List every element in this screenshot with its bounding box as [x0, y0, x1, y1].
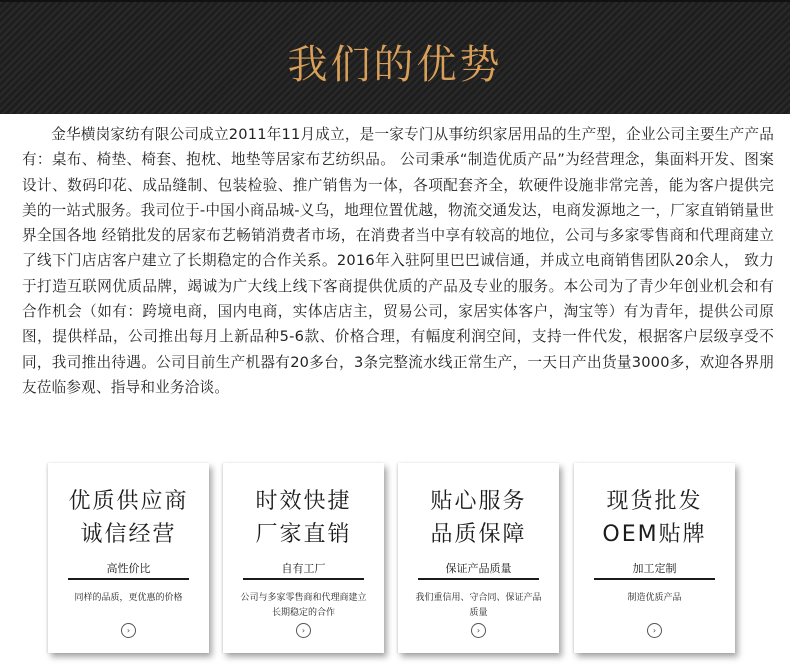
- intro-paragraph: 金华横岗家纺有限公司成立2011年11月成立，是一家专门从事纺织家居用品的生产型，企业公司主要生产产品有：桌布、椅垫、椅套、抱枕、地垫等居家布艺纺织品。 公司秉承“制造优质产品”为经营理念，集面料开发、图案设计、数码印花、成品缝制、包装检验、推广销售为一体，各项配套齐全，软硬件设施非常完善，能为客户提供完美的一站式服务。我司位于-中国小商品城-义乌，地理位置优越，物流交通发达，电商发源地之一，厂家直销销量世界全国各地 经销批发的居家布艺畅销消费者市场，在消费者当中享有较高的地位，公司与多家零售商和代理商建立了线下门店店客户建立了长期稳定的合作关系。2016年入驻阿里巴巴诚信通，并成立电商销售团队20余人， 致力于打造互联网优质品牌，竭诚为广大线上线下客商提供优质的产品及专业的服务。本公司为了青少年创业机会和有合作机会（如有：跨境电商，国内电商，实体店店主，贸易公司，家居实体客户，淘宝等）有为青年，提供公司原图，提供样品，公司推出每月上新品种5-6款、价格合理，有幅度利润空间，支持一件代发，根据客户层级享受不同，我司推出待遇。公司目前生产机器有20多台，3条完整流水线正常生产，一天日产出货量3000多，欢迎各界朋友莅临参观、指导和业务洽谈。: [22, 126, 774, 396]
- company-intro: [22, 122, 774, 400]
- advantage-card-oem[interactable]: [574, 463, 735, 653]
- card-subtitle: 加工定制: [632, 562, 677, 575]
- advantage-card-service[interactable]: [398, 463, 559, 653]
- card-divider: [68, 578, 189, 580]
- arrow-circle-icon[interactable]: ›: [121, 623, 136, 638]
- card-title: [574, 485, 735, 551]
- card-description: 同样的品质，更优惠的价格: [74, 593, 183, 603]
- card-subtitle: 保证产品质量: [445, 562, 512, 575]
- card-divider: [243, 578, 364, 580]
- card-title: [398, 485, 559, 551]
- card-title-line2: OEM贴牌: [602, 522, 707, 547]
- card-title-line2: 诚信经营: [80, 522, 177, 547]
- card-divider: [418, 578, 539, 580]
- card-title-line1: 优质供应商: [68, 489, 189, 514]
- arrow-circle-icon[interactable]: ›: [471, 623, 486, 638]
- card-subtitle: 自有工厂: [281, 562, 326, 575]
- advantage-card-supplier[interactable]: [48, 463, 209, 653]
- card-title-line2: 品质保障: [430, 522, 527, 547]
- card-title-line1: 贴心服务: [430, 489, 527, 514]
- arrow-circle-icon[interactable]: ›: [296, 623, 311, 638]
- card-description: 我们重信用、守合同、保证产品质量: [415, 593, 542, 618]
- card-title: [223, 485, 384, 551]
- arrow-circle-icon[interactable]: ›: [647, 623, 662, 638]
- card-title-line1: 时效快捷: [255, 489, 352, 514]
- banner-title: 我们的优势: [287, 42, 503, 88]
- card-title-line1: 现货批发: [606, 489, 703, 514]
- card-description: 公司与多家零售商和代理商建立长期稳定的合作: [240, 593, 367, 618]
- card-subtitle: 高性价比: [106, 562, 151, 575]
- advantage-card-factory[interactable]: [223, 463, 384, 653]
- card-description: 制造优质产品: [627, 593, 682, 603]
- card-divider: [594, 578, 715, 580]
- header-banner: [0, 0, 790, 114]
- card-title-line2: 厂家直销: [255, 522, 352, 547]
- card-title: [48, 485, 209, 551]
